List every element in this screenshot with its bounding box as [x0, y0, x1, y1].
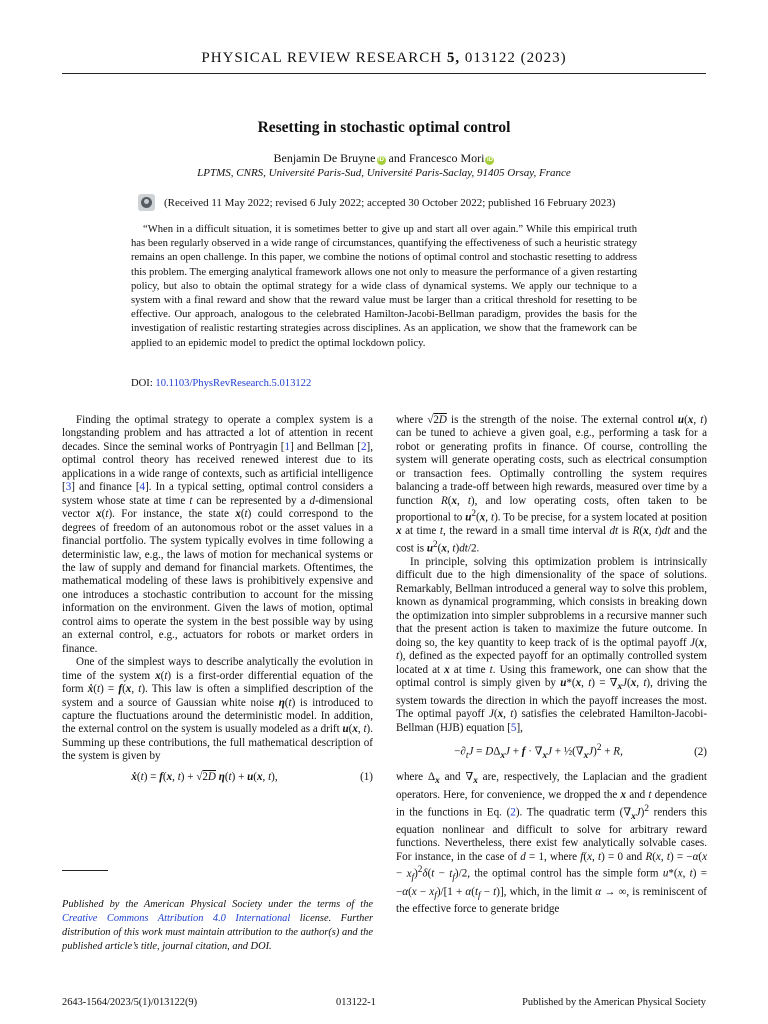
journal-name: PHYSICAL REVIEW RESEARCH: [201, 50, 443, 66]
author-name[interactable]: Francesco Mori: [408, 151, 485, 165]
author-list: [62, 151, 706, 166]
license-footnote: [62, 898, 373, 954]
footnote-text: license. Further distribution of this work must maintain attribution to the author(s) and the published article’s title, journal citation, and DOI.: [62, 913, 373, 952]
citation-link[interactable]: 5: [510, 721, 517, 734]
citation-link[interactable]: 1: [284, 440, 291, 453]
affiliation: LPTMS, CNRS, Université Paris-Sud, Université Paris-Saclay, 91405 Orsay, France: [197, 167, 571, 179]
citation-link[interactable]: 4: [139, 481, 146, 494]
author-name[interactable]: Benjamin De Bruyne: [273, 151, 376, 165]
doi-link[interactable]: 10.1103/PhysRevResearch.5.013122: [155, 378, 312, 389]
paragraph: In principle, solving this optimization problem is intrinsically difficult due to the high dimensionality of the space of solutions. Remarkably, Bellman introduced a general way to solve this problem, known as dynamical programming, which consists in breaking down the optimization into simpler subproblems in a recursive manner such that the present action is taken to maximize the future outcome. In doing so, the key quantity to keep track of is the optimal payoff J(x, t), defined as the expected payoff for an optimally controlled system located at x at time t. Using this framework, one can show that the optimal control is simply given by u*(x, $t) = \nabla_xJ(x$, t), driving the system towards the direction in which the payoff increases the most. The optimal payoff J(x, t) satisfies the celebrated Hamilton-Jacobi-Bellman (HJB) equation [5],: [396, 555, 708, 734]
footnote-text: Published by the American Physical Society under the terms of the: [62, 899, 373, 910]
equation-number: (1): [360, 770, 373, 783]
paragraph: One of the simplest ways to describe analytically the evolution in time of the system x(t) is a first-order differential equation of the form ẋ(t) = f(x, t). This law is often a simplified description of the system and a source of Gaussian white noise η(t) is introduced to capture the fluctuations around the deterministic model. In addition, the external control on the system is usually modeled as a drift u(x, t). Summing up these contributions, the full mathematical description of the system is given by: [62, 656, 374, 763]
equation-1: ẋ(t) = f(x, t) + √2D η(t) + u(x, t), (1): [131, 770, 373, 783]
abstract: “When in a difficult situation, it is sometimes better to give up and start all over again.” While this empirical truth has been regularly observed in a wide range of circumstances, quantifying the effectiveness of such a heuristic strategy remains an open challenge. In this paper, we combine the notions of optimal control and stochastic resetting to address this problem. The emerging analytical framework allows one not only to measure the performance of a given restarting policy, but also to obtain the optimal strategy for a wide class of dynamical systems. We apply our technique to a system with a final reward and show that the reward value must be larger than a critical threshold for resetting to be effective. Our approach, analogous to the celebrated Hamilton-Jacobi-Bellman paradigm, provides the basis for the investigation of realistic restarting strategies across disciplines. As an application, we show that the framework can be applied to an epidemic model to predict the optimal lockdown policy.: [131, 224, 637, 349]
paragraph: where √2D is the strength of the noise. The external control u(x, t) can be tuned to achieve a given goal, e.g., performing a task for a robot or generating profits in finance. Of course, controlling the system will generate operating costs, such as electrical consumption or transaction fees. Optimally controlling the system requires balancing a trade-off between high rewards, measured over time by a function R(x, t), and low operating costs, often taken to be proportional to $u^2(x$, t). To be precise, for a system located at position x at time t, the reward in a small time interval dt is R(x, t)dt and the cost is $u^2(x$, t)dt/2.: [396, 414, 708, 555]
equation-2: $-\partial_tJ = D\Delta_xJ + f \cdot \nabla_xJ$ + $\frac{1}{2}(\nabla_xJ)^2 + R$, (2): [454, 743, 707, 761]
citation-link[interactable]: 2: [360, 440, 367, 453]
article-number: 013122 (2023): [460, 50, 567, 66]
paragraph: where $\Delta_x$ and $\nabla_x$ are, respectively, the Laplacian and the gradient operators. Here, for convenience, we dropped the x and t dependence in the functions in Eq. (2). The quadratic term $(\nabla_xJ)^2$ renders this equation nonlinear and difficult to solve for arbitrary reward functions. Nevertheless, there exist few analytically solvable cases. For instance, in the case of d = 1, where f(x, t) = 0 and R(x, $t) = -\alpha(x - x_f)^2\delta(t - t_f)/2$, the optimal control has the simple form u*(x, $t) = -\alpha(x - x_f)/[1 + \alpha(t_f - t)]$, which, in the limit α → ∞, is reminiscent of the effective force to generate bridge: [396, 771, 708, 916]
received-dates: (Received 11 May 2022; revised 6 July 2022; accepted 30 October 2022; published 16 February 2023): [164, 196, 616, 209]
orcid-icon[interactable]: iD: [486, 157, 493, 163]
citation-link[interactable]: 3: [65, 481, 72, 494]
body-column-left: [62, 414, 373, 792]
paragraph: Finding the optimal strategy to operate a complex system is a longstanding problem and has attracted a lot of attention in recent decades. Since the seminal works of Pontryagin [1] and Bellman [2], optimal control theory has received renewed interest due to its applications in a wide range of contexts, such as artificial intelligence [3] and finance [4]. In a typical setting, optimal control considers a system whose state at time t can be represented by a d-dimensional vector x(t). For instance, the state x(t) could correspond to the degrees of freedom of an autonomous robot or the asset values in a financial portfolio. The system typically evolves in time following a deterministic law, e.g., the laws of motion for mechanical systems or the law of supply and demand for financial markets. Oftentimes, the mathematical modeling of these laws is prohibitively expensive and one introduces a stochastic contribution to account for the missing information on the environment. Given the laws of motion, optimal control aims to operate the system in the best possible way by using an external control, e.g., actuators for robots or market orders in finance.: [62, 414, 373, 655]
journal-header: [62, 50, 706, 67]
publisher-footer: Published by the American Physical Society: [522, 997, 706, 1008]
doi-line: [131, 378, 311, 389]
body-column-right: [396, 414, 707, 917]
doi-label: DOI:: [131, 378, 156, 389]
check-for-updates-icon[interactable]: [138, 194, 155, 211]
journal-volume: 5,: [446, 50, 461, 66]
footnote-divider: [62, 870, 108, 871]
orcid-icon[interactable]: iD: [378, 157, 384, 163]
license-link[interactable]: Creative Commons Attribution 4.0 International: [62, 913, 291, 924]
equation-number: (2): [694, 745, 707, 758]
equation-ref-link[interactable]: 2: [510, 806, 516, 819]
publication-history: [138, 194, 615, 211]
issn-footer: 2643-1564/2023/5(1)/013122(9): [62, 997, 198, 1008]
header-divider: [62, 73, 706, 74]
author-separator: and: [385, 151, 409, 165]
article-title: Resetting in stochastic optimal control: [257, 119, 511, 136]
page-number: 013122-1: [336, 997, 376, 1008]
